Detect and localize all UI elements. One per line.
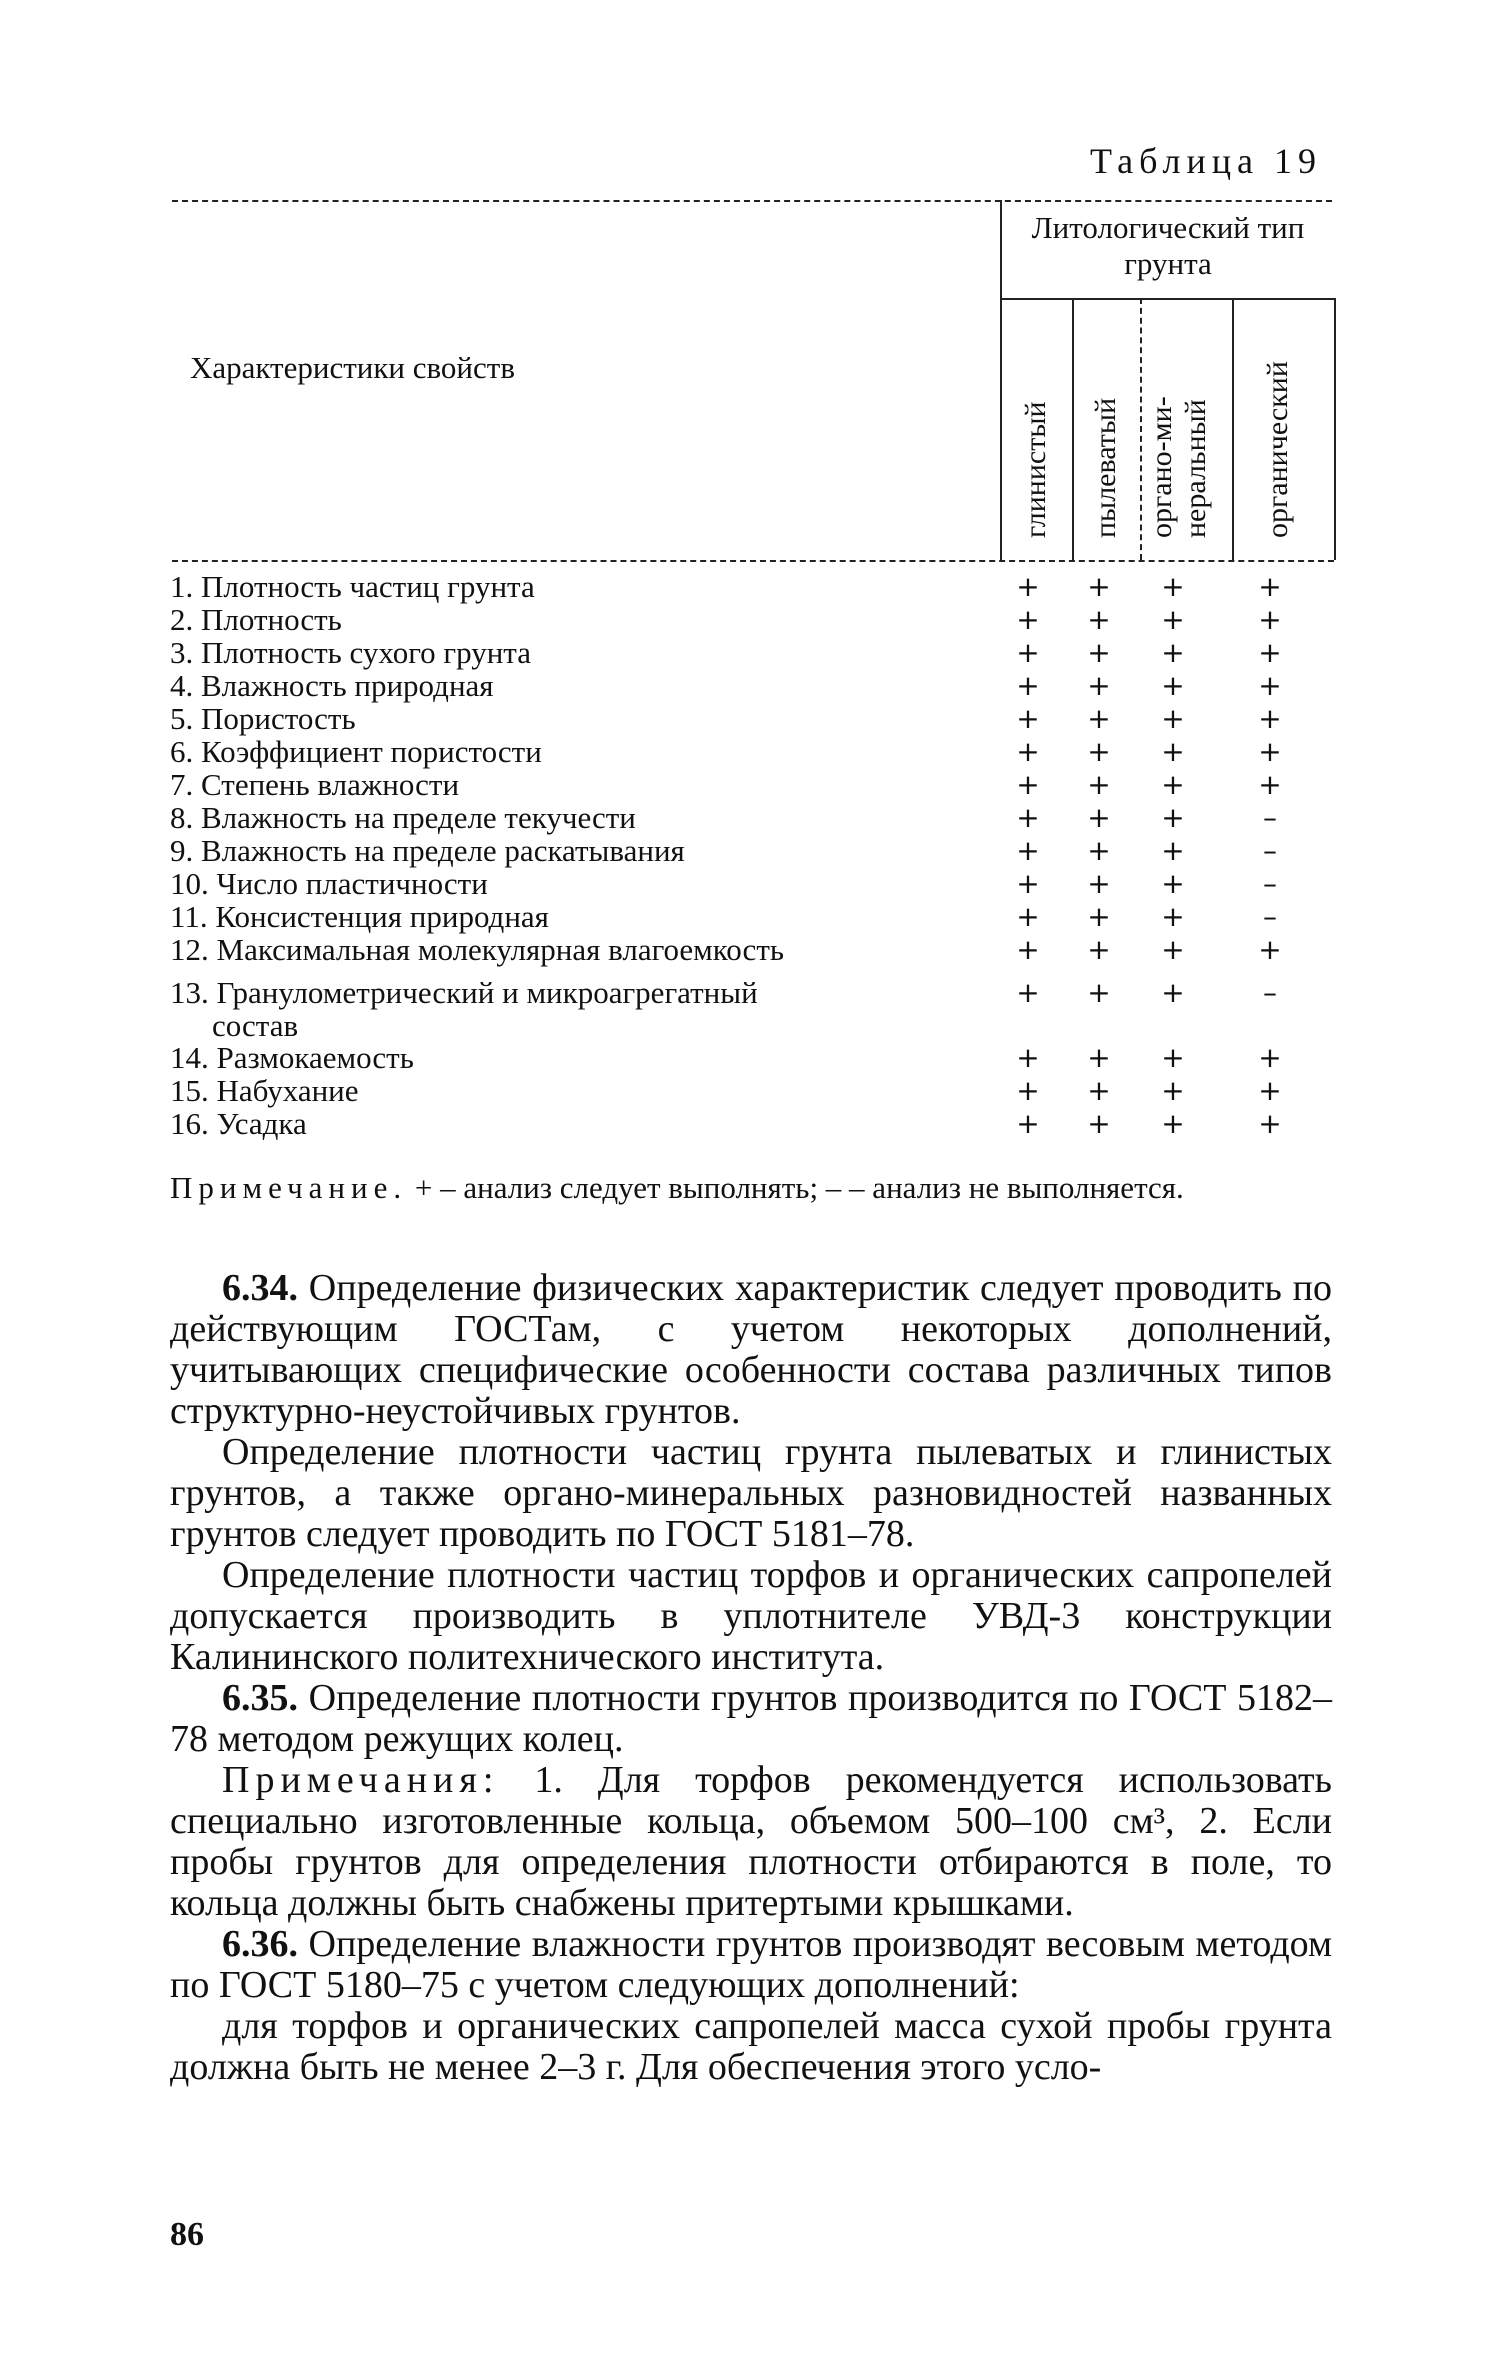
row-mark-silty: + <box>1087 900 1111 933</box>
row-mark-organo-mineral: + <box>1161 900 1185 933</box>
row-mark-silty: + <box>1087 702 1111 735</box>
row-mark-organo-mineral: + <box>1161 636 1185 669</box>
row-label: 12. Максимальная молекулярная влагоемкость <box>170 932 785 967</box>
header-column-divider <box>1000 200 1002 560</box>
row-mark-organo-mineral: + <box>1161 834 1185 867</box>
table-row <box>170 669 1330 702</box>
row-mark-organo-mineral: + <box>1161 570 1185 603</box>
row-mark-silty: + <box>1087 603 1111 636</box>
row-mark-organic: + <box>1258 669 1282 702</box>
paragraph-text: Определение физических характеристик следует проводить по действующим ГОСТам, с учетом некоторых дополнений, учитывающих специфические особенности состава различных типов структурно-неустойчивых грунтов. <box>170 1267 1332 1432</box>
table-note-word: Примечание. <box>170 1170 408 1205</box>
lith-subheader-rule <box>1000 298 1335 300</box>
row-label: 3. Плотность сухого грунта <box>170 635 531 670</box>
lithology-column-header: Литологический тип грунта <box>1031 210 1305 281</box>
row-mark-clayey: + <box>1016 933 1040 966</box>
table-row <box>170 834 1330 867</box>
column-header-clayey: глинистый <box>1019 401 1052 538</box>
column-header-organic: органический <box>1261 361 1294 538</box>
table-note-text: + – анализ следует выполнять; – – анализ не выполняется. <box>407 1170 1184 1205</box>
row-label: 6. Коэффициент пористости <box>170 734 542 769</box>
table-top-rule <box>172 200 1332 202</box>
row-mark-organo-mineral: + <box>1161 1074 1185 1107</box>
row-label: 2. Плотность <box>170 602 342 637</box>
row-label-line-1: 13. Гранулометрический и микроагрегатный <box>170 975 758 1010</box>
table-row <box>170 976 1330 1042</box>
row-mark-organo-mineral: + <box>1161 801 1185 834</box>
row-label: 10. Число пластичности <box>170 866 488 901</box>
paragraph <box>170 1760 1332 1924</box>
row-mark-organo-mineral: + <box>1161 1107 1185 1140</box>
row-mark-organic: + <box>1258 636 1282 669</box>
row-mark-organo-mineral: + <box>1161 867 1185 900</box>
row-mark-silty: + <box>1087 669 1111 702</box>
paragraph <box>170 1924 1332 2006</box>
row-mark-silty: + <box>1087 976 1111 1009</box>
row-mark-silty: + <box>1087 867 1111 900</box>
row-mark-organic: + <box>1258 768 1282 801</box>
row-label: 9. Влажность на пределе раскатывания <box>170 833 685 868</box>
column-header-organo-mineral-1: органо-ми- <box>1145 396 1178 538</box>
paragraph-text: Определение плотности грунтов производится по ГОСТ 5182–78 методом режущих колец. <box>170 1677 1332 1760</box>
row-mark-silty: + <box>1087 834 1111 867</box>
row-mark-clayey: + <box>1016 702 1040 735</box>
row-mark-organic: + <box>1258 1074 1282 1107</box>
table-row <box>170 702 1330 735</box>
row-label-line-2: состав <box>212 1008 299 1043</box>
row-mark-clayey: + <box>1016 735 1040 768</box>
row-label: 7. Степень влажности <box>170 767 460 802</box>
paragraph-text: Определение плотности частиц торфов и органических сапропелей допускается производить в уплотнителе УВД-3 конструкции Калининского политехнического института. <box>170 1554 1332 1678</box>
table-row <box>170 636 1330 669</box>
paragraph <box>170 1678 1332 1760</box>
row-mark-organic: – <box>1263 976 1277 1009</box>
column-header-silty: пылеватый <box>1089 397 1122 538</box>
table-row <box>170 900 1330 933</box>
section-number: 6.34. <box>222 1267 298 1309</box>
row-mark-silty: + <box>1087 768 1111 801</box>
row-mark-organic: – <box>1263 801 1277 834</box>
row-label: 5. Пористость <box>170 701 356 736</box>
row-mark-silty: + <box>1087 570 1111 603</box>
row-mark-organic: + <box>1258 735 1282 768</box>
row-mark-organic: + <box>1258 1107 1282 1140</box>
row-mark-organic: + <box>1258 702 1282 735</box>
table-row <box>170 768 1330 801</box>
row-label: 1. Плотность частиц грунта <box>170 569 535 604</box>
row-mark-clayey: + <box>1016 801 1040 834</box>
row-mark-clayey: + <box>1016 1107 1040 1140</box>
paragraph-text: Определение влажности грунтов производят весовым методом по ГОСТ 5180–75 с учетом следующих дополнений: <box>170 1923 1332 2006</box>
table-row <box>170 603 1330 636</box>
table-row <box>170 1074 1330 1107</box>
row-mark-organo-mineral: + <box>1161 933 1185 966</box>
col-divider-1 <box>1072 298 1074 560</box>
table-caption: Таблица 19 <box>1090 141 1322 181</box>
table-row <box>170 570 1330 603</box>
row-mark-silty: + <box>1087 801 1111 834</box>
col-divider-4 <box>1334 298 1336 560</box>
row-mark-clayey: + <box>1016 1041 1040 1074</box>
row-mark-clayey: + <box>1016 636 1040 669</box>
row-mark-clayey: + <box>1016 867 1040 900</box>
table-row <box>170 735 1330 768</box>
table-row <box>170 867 1330 900</box>
body-text <box>170 1268 1332 2088</box>
row-mark-clayey: + <box>1016 976 1040 1009</box>
row-mark-organic: – <box>1263 900 1277 933</box>
section-number: 6.36. <box>222 1923 298 1965</box>
paragraph <box>170 1555 1332 1678</box>
row-label: 16. Усадка <box>170 1106 307 1141</box>
row-mark-silty: + <box>1087 1074 1111 1107</box>
row-mark-organic: + <box>1258 1041 1282 1074</box>
row-mark-organo-mineral: + <box>1161 735 1185 768</box>
page-number: 86 <box>170 2216 204 2253</box>
row-mark-organo-mineral: + <box>1161 702 1185 735</box>
paragraph <box>170 1432 1332 1555</box>
row-mark-organic: – <box>1263 867 1277 900</box>
paragraph-text: Определение плотности частиц грунта пылеватых и глинистых грунтов, а также органо-минеральных разновидностей названных грунтов следует проводить по ГОСТ 5181–78. <box>170 1431 1332 1555</box>
note-word: Примечания: <box>222 1759 500 1801</box>
row-mark-clayey: + <box>1016 603 1040 636</box>
row-mark-clayey: + <box>1016 1074 1040 1107</box>
row-mark-clayey: + <box>1016 900 1040 933</box>
row-mark-clayey: + <box>1016 570 1040 603</box>
paragraph-text: для торфов и органических сапропелей масса сухой пробы грунта должна быть не менее 2–3 г. Для обеспечения этого усло- <box>170 2005 1332 2088</box>
row-label: 4. Влажность природная <box>170 668 494 703</box>
row-label: 15. Набухание <box>170 1073 359 1108</box>
table-row <box>170 801 1330 834</box>
col-divider-2 <box>1140 298 1142 560</box>
row-mark-clayey: + <box>1016 834 1040 867</box>
row-mark-silty: + <box>1087 735 1111 768</box>
col-divider-3 <box>1232 298 1234 560</box>
row-label: 14. Размокаемость <box>170 1040 414 1075</box>
table-row <box>170 1041 1330 1074</box>
properties-column-header: Характеристики свойств <box>190 350 515 385</box>
row-mark-organo-mineral: + <box>1161 976 1185 1009</box>
section-number: 6.35. <box>222 1677 298 1719</box>
header-bottom-rule <box>172 560 1334 562</box>
row-mark-organic: + <box>1258 933 1282 966</box>
table-row <box>170 933 1330 966</box>
paragraph-text: 1. Для торфов рекомендуется использовать специально изготовленные кольца, объемом 500–100 см³, 2. Если пробы грунтов для определения плотности отбираются в поле, то кольца должны быть снабжены притертыми крышками. <box>170 1759 1332 1924</box>
row-mark-organo-mineral: + <box>1161 603 1185 636</box>
row-mark-organo-mineral: + <box>1161 1041 1185 1074</box>
row-mark-clayey: + <box>1016 669 1040 702</box>
row-mark-organic: – <box>1263 834 1277 867</box>
column-header-organo-mineral-2: неральный <box>1179 399 1212 538</box>
paragraph <box>170 2006 1332 2088</box>
row-label: 11. Консистенция природная <box>170 899 549 934</box>
row-mark-silty: + <box>1087 1041 1111 1074</box>
table-note <box>170 1168 1330 1208</box>
row-mark-organic: + <box>1258 570 1282 603</box>
row-mark-clayey: + <box>1016 768 1040 801</box>
row-mark-silty: + <box>1087 1107 1111 1140</box>
row-mark-silty: + <box>1087 933 1111 966</box>
row-label: 8. Влажность на пределе текучести <box>170 800 636 835</box>
paragraph <box>170 1268 1332 1432</box>
row-mark-organic: + <box>1258 603 1282 636</box>
row-mark-silty: + <box>1087 636 1111 669</box>
row-label <box>170 976 758 1042</box>
row-mark-organo-mineral: + <box>1161 768 1185 801</box>
row-mark-organo-mineral: + <box>1161 669 1185 702</box>
table-row <box>170 1107 1330 1140</box>
